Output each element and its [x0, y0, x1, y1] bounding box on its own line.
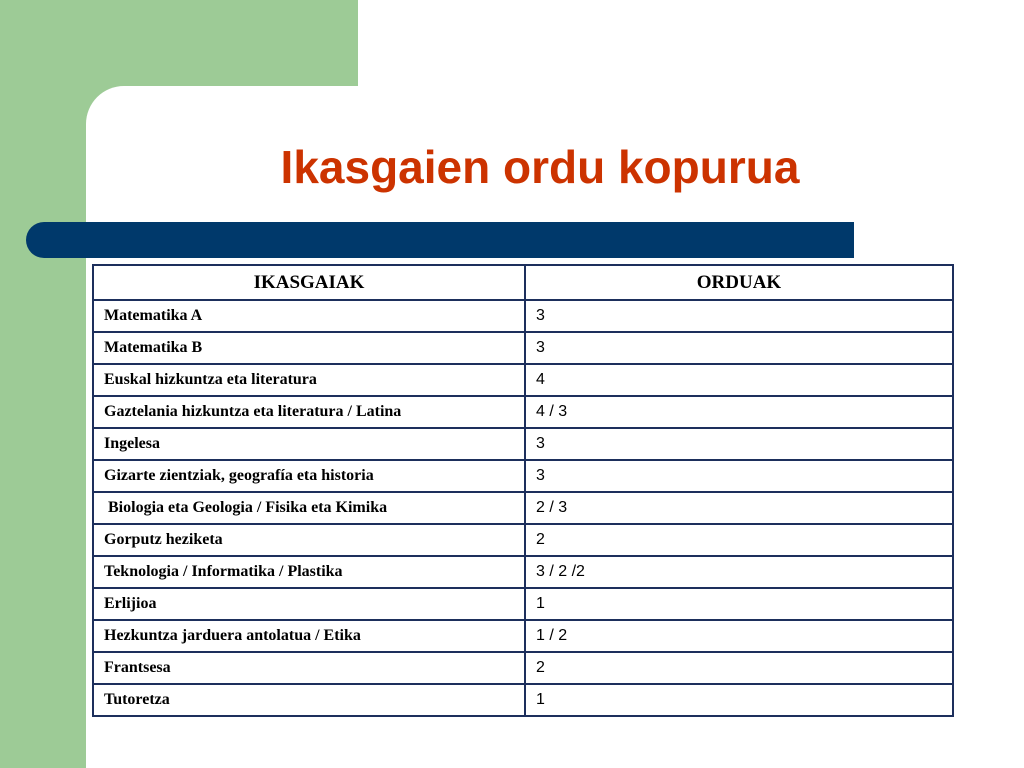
table-row: [93, 620, 953, 652]
table-body: [93, 300, 953, 716]
hours-cell: 1: [525, 684, 953, 716]
table-header-row: [93, 265, 953, 300]
subject-cell: Gaztelania hizkuntza eta literatura / Latina: [93, 396, 525, 428]
table-row: [93, 588, 953, 620]
hours-cell: 1: [525, 588, 953, 620]
header-hours: ORDUAK: [525, 265, 953, 300]
table-row: [93, 492, 953, 524]
table-row: [93, 428, 953, 460]
hours-cell: 4 / 3: [525, 396, 953, 428]
title-underline-bar: [26, 222, 854, 258]
hours-cell: 2 / 3: [525, 492, 953, 524]
table-row: [93, 460, 953, 492]
hours-cell: 4: [525, 364, 953, 396]
hours-cell: 2: [525, 652, 953, 684]
table-row: [93, 524, 953, 556]
table-row: [93, 652, 953, 684]
subject-cell: Teknologia / Informatika / Plastika: [93, 556, 525, 588]
hours-cell: 3: [525, 300, 953, 332]
subject-cell: Biologia eta Geologia / Fisika eta Kimika: [93, 492, 525, 524]
table-row: [93, 332, 953, 364]
hours-cell: 3 / 2 /2: [525, 556, 953, 588]
subject-cell: Tutoretza: [93, 684, 525, 716]
subject-cell: Matematika A: [93, 300, 525, 332]
table-row: [93, 396, 953, 428]
subject-cell: Gizarte zientziak, geografía eta historia: [93, 460, 525, 492]
hours-cell: 3: [525, 460, 953, 492]
subject-cell: Gorputz heziketa: [93, 524, 525, 556]
header-subjects: IKASGAIAK: [93, 265, 525, 300]
hours-cell: 1 / 2: [525, 620, 953, 652]
subject-cell: Matematika B: [93, 332, 525, 364]
subject-cell: Erlijioa: [93, 588, 525, 620]
table-row: [93, 684, 953, 716]
subject-cell: Frantsesa: [93, 652, 525, 684]
table-row: [93, 556, 953, 588]
subject-cell: Euskal hizkuntza eta literatura: [93, 364, 525, 396]
slide-title: Ikasgaien ordu kopurua: [280, 141, 800, 193]
subject-hours-table: [92, 264, 954, 717]
hours-cell: 2: [525, 524, 953, 556]
table-row: [93, 364, 953, 396]
table-row: [93, 300, 953, 332]
subject-cell: Ingelesa: [93, 428, 525, 460]
hours-cell: 3: [525, 428, 953, 460]
subject-cell: Hezkuntza jarduera antolatua / Etika: [93, 620, 525, 652]
hours-cell: 3: [525, 332, 953, 364]
